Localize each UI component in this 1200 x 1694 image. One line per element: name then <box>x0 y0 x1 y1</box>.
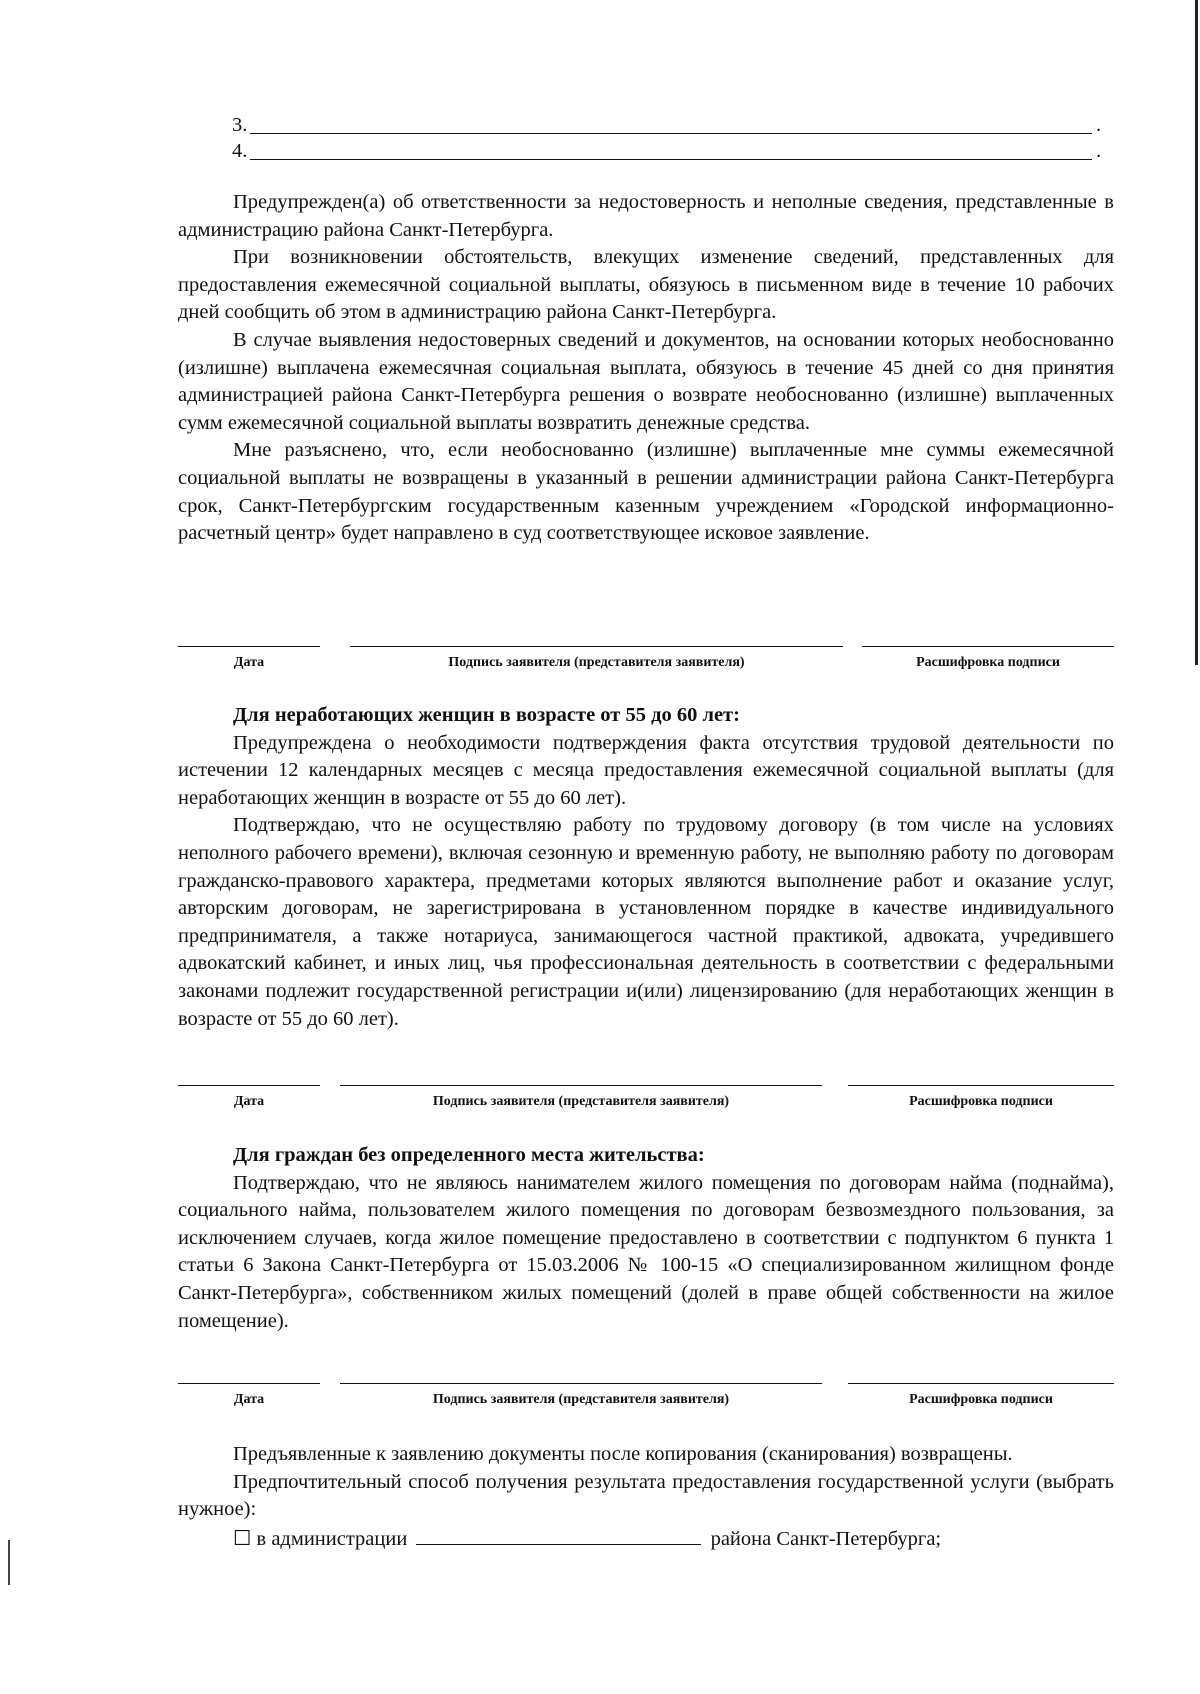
signature-line <box>350 646 843 647</box>
option-suffix: района Санкт-Петербурга; <box>710 1527 942 1550</box>
paragraph-responsibility: Предупрежден(а) об ответственности за недостоверность и неполные сведения, представленные в администрацию района Санкт-Петербурга. <box>178 191 1114 241</box>
women-section <box>178 702 1114 1033</box>
date-line <box>178 1085 320 1086</box>
date-line <box>178 1383 320 1384</box>
paragraph-confirmation: Подтверждаю, что не являюсь нанимателем жилого помещения по договорам найма (поднайма), социального найма, пользователем жилого помещения по договорам безвозмездного пользования, за исключением случаев, когда жилое помещение предоставлено в соответствии с подпунктом 6 пункта 1 статьи 6 Закона Санкт-Петербурга от 15.03.2006 № 100-15 «О специализированном жилищном фонде Санкт-Петербурга», собственником жилых помещений (долей в праве общей собственности на жилое помещение). <box>178 1171 1114 1332</box>
section-heading: Для граждан без определенного места жительства: <box>233 1144 705 1166</box>
paragraph-confirmation: Подтверждаю, что не осуществляю работу по трудовому договору (в том числе на условиях неполного рабочего времени), включая сезонную и временную работу, не выполняю работу по договорам гражданско-правового характера, предметами которых являются выполнение работ и оказание услуг, авторским договорам, не зарегистрирована в установленном порядке в качестве индивидуального предпринимателя, а также нотариуса, занимающегося частной практикой, адвоката, учредившего адвокатский кабинет, и иных лиц, чья профессиональная деятельность в соответствии с федеральными законами подлежит государственной регистрации и(или) лицензированию (для неработающих женщин в возрасте от 55 до 60 лет). <box>178 814 1114 1030</box>
line-number: 4. <box>232 140 248 162</box>
scan-edge <box>8 1540 10 1585</box>
paragraph-preferred-method: Предпочтительный способ получения результата предоставления государственной услуги (выбрать нужное): <box>178 1470 1114 1521</box>
date-line <box>178 646 320 647</box>
signature-line <box>340 1383 822 1384</box>
decryption-label: Расшифровка подписи <box>916 655 1060 670</box>
decryption-line <box>848 1085 1114 1086</box>
paragraph-refund: В случае выявления недостоверных сведений и документов, на основании которых необоснованно (излишне) выплачена ежемесячная социальная выплата, обязуюсь в течение 45 дней со дня принятия администрацией района Санкт-Петербурга решения о возврате необоснованно (излишне) выплаченных сумм ежемесячной социальной выплаты возвратить денежные средства. <box>178 328 1114 434</box>
line-number: 3. <box>232 114 248 136</box>
signature-block <box>178 1085 1114 1125</box>
final-section <box>178 1441 1114 1553</box>
decryption-line <box>848 1383 1114 1384</box>
option-administration <box>178 1524 1114 1554</box>
district-blank[interactable] <box>416 1524 701 1545</box>
decryption-line <box>862 646 1114 647</box>
scan-edge <box>1195 0 1198 665</box>
signature-label: Подпись заявителя (представителя заявителя) <box>432 1392 730 1407</box>
signature-line <box>340 1085 822 1086</box>
blank-line-3 <box>232 114 1112 138</box>
signature-label: Подпись заявителя (представителя заявителя) <box>448 655 745 670</box>
fill-in-rule <box>250 133 1092 134</box>
line-end-dot: . <box>1096 114 1102 136</box>
date-label: Дата <box>233 655 265 670</box>
paragraph-court: Мне разъяснено, что, если необоснованно (излишне) выплаченные мне суммы ежемесячной социальной выплаты не возвращены в указанный в решении администрации района Санкт-Петербурга срок, Санкт-Петербургским государственным казенным учреждением «Городской информационно-расчетный центр» будет направлено в суд соответствующее исковое заявление. <box>178 439 1114 545</box>
decryption-label: Расшифровка подписи <box>909 1094 1053 1109</box>
line-end-dot: . <box>1096 140 1102 162</box>
signature-label: Подпись заявителя (представителя заявителя) <box>432 1094 730 1109</box>
fill-in-rule <box>250 159 1092 160</box>
paragraph-documents-returned: Предъявленные к заявлению документы после копирования (сканирования) возвращены. <box>233 1443 1013 1465</box>
homeless-section <box>178 1142 1114 1335</box>
warnings-section <box>178 189 1114 548</box>
paragraph-change-notice: При возникновении обстоятельств, влекущих изменение сведений, представленных для предоставления ежемесячной социальной выплаты, обязуюсь в письменном виде в течение 10 рабочих дней сообщить об этом в администрацию района Санкт-Петербурга. <box>178 246 1114 324</box>
decryption-label: Расшифровка подписи <box>909 1392 1053 1407</box>
date-label: Дата <box>233 1392 265 1407</box>
blank-line-4 <box>232 140 1112 164</box>
section-heading: Для неработающих женщин в возрасте от 55 до 60 лет: <box>233 704 740 726</box>
date-label: Дата <box>233 1094 265 1109</box>
checkbox[interactable]: ☐ <box>233 1527 252 1550</box>
signature-block <box>178 1383 1114 1423</box>
paragraph-warning: Предупреждена о необходимости подтверждения факта отсутствия трудовой деятельности по истечении 12 календарных месяцев с месяца предоставления ежемесячной социальной выплаты (для неработающих женщин в возрасте от 55 до 60 лет). <box>178 731 1114 809</box>
signature-block <box>178 646 1114 686</box>
option-prefix: в администрации <box>256 1527 408 1550</box>
